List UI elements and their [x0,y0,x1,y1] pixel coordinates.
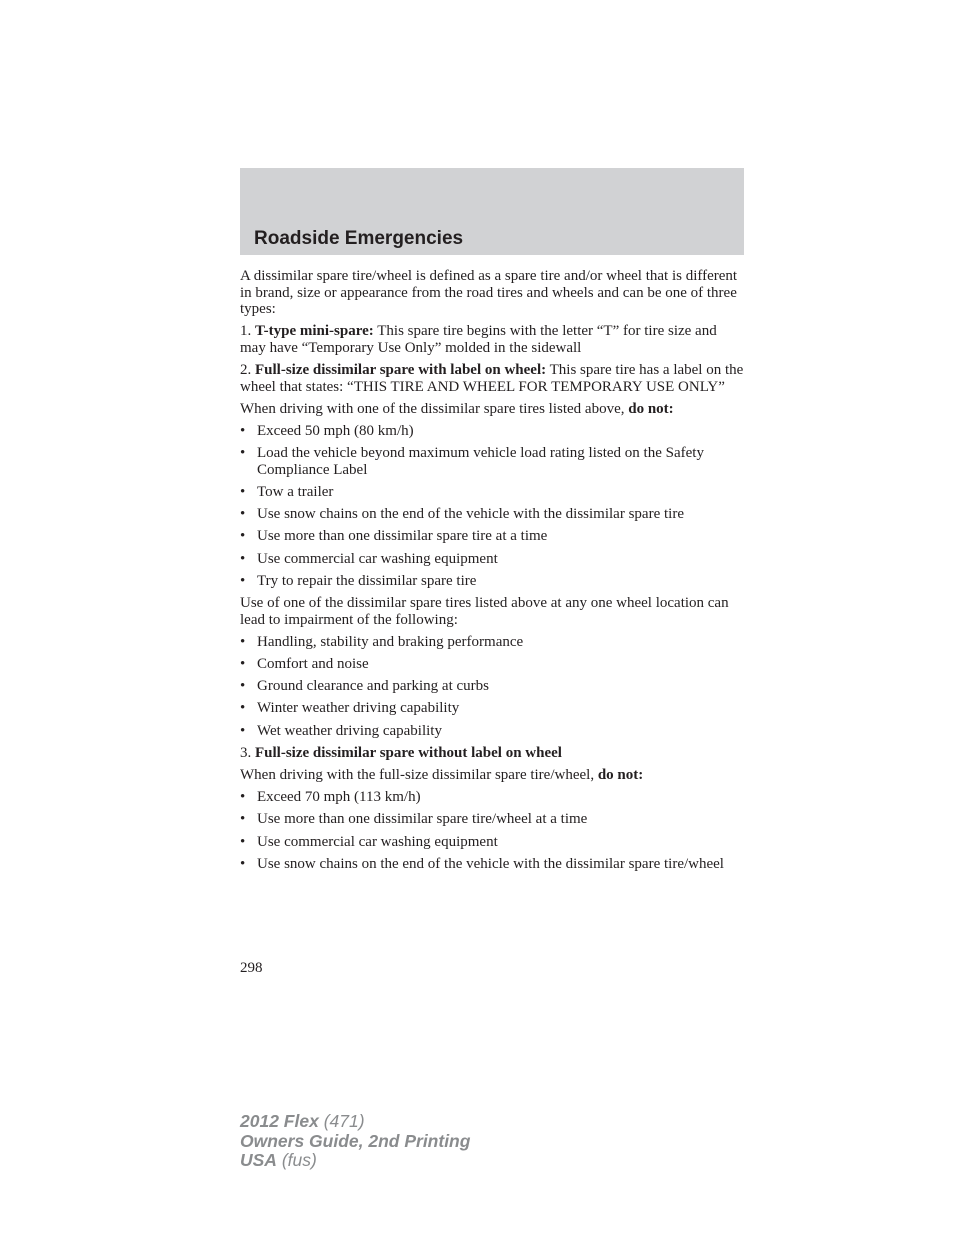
bullet-icon: • [240,550,246,567]
list-item [240,573,744,590]
list-item [240,634,744,651]
impairment-list [240,634,744,739]
type3-label: Full-size dissimilar spare without label on wheel [255,744,562,761]
type1-paragraph [240,323,744,356]
restriction-list-1 [240,423,744,589]
footer-line-2 [240,1132,470,1152]
warning1-paragraph [240,401,744,418]
bullet-icon: • [240,722,246,739]
footer-line-3 [240,1151,470,1171]
list-item [240,506,744,523]
footer-model: 2012 Flex [240,1111,319,1131]
list-item [240,656,744,673]
list-item-text: Tow a trailer [257,484,334,501]
bullet-icon: • [240,633,246,650]
type2-paragraph [240,362,744,395]
list-item-text: Use snow chains on the end of the vehicle with the dissimilar spare tire/wheel [257,855,724,872]
list-item-text: Ground clearance and parking at curbs [257,678,489,695]
list-item-text: Use more than one dissimilar spare tire/wheel at a time [257,811,588,828]
list-item [240,723,744,740]
footer-guide: Owners Guide, 2nd Printing [240,1130,471,1151]
type1-text: This spare tire begins with the letter “T” for tire size and may have “Temporary Use Only” molded in the sidewall [240,323,717,356]
warning1-text: When driving with one of the dissimilar spare tires listed above, [240,400,625,417]
list-item [240,811,744,828]
list-item-text: Wet weather driving capability [257,722,442,739]
restriction-list-2 [240,789,744,872]
list-item-text: Winter weather driving capability [257,700,460,717]
bullet-icon: • [240,506,246,523]
footer-line-1 [240,1112,470,1132]
list-item-text: Exceed 70 mph (113 km/h) [257,789,421,806]
list-item [240,700,744,717]
list-item [240,423,744,440]
list-item [240,551,744,568]
list-item-text: Use commercial car washing equipment [257,550,498,567]
bullet-icon: • [240,855,246,872]
footer-market: USA [240,1150,277,1170]
list-item-text: Load the vehicle beyond maximum vehicle load rating listed on the Safety Compliance Label [257,445,704,478]
bullet-icon: • [240,833,246,850]
page-number: 298 [240,960,263,976]
list-item-text: Exceed 50 mph (80 km/h) [257,423,414,440]
warning2-text: When driving with the full-size dissimilar spare tire/wheel, [240,766,595,783]
list-item [240,678,744,695]
bullet-icon: • [240,445,246,462]
type3-number: 3. [240,744,252,761]
list-item [240,528,744,545]
list-item [240,484,744,501]
footer-market-code: (fus) [281,1150,317,1170]
warning2-paragraph [240,767,744,784]
list-item [240,445,744,478]
page-content [240,268,744,878]
list-item-text: Use more than one dissimilar spare tire at a time [257,528,548,545]
bullet-icon: • [240,528,246,545]
list-item-text: Use snow chains on the end of the vehicle with the dissimilar spare tire [257,506,684,523]
footer-model-code: (471) [323,1111,365,1131]
list-item-text: Try to repair the dissimilar spare tire [257,572,477,589]
document-footer [240,1112,470,1171]
type2-number: 2. [240,362,252,379]
list-item [240,856,744,873]
type2-label: Full-size dissimilar spare with label on wheel: [255,362,547,379]
list-item [240,834,744,851]
bullet-icon: • [240,811,246,828]
type3-paragraph [240,745,744,762]
list-item [240,789,744,806]
bullet-icon: • [240,656,246,672]
bullet-icon: • [240,572,246,589]
type1-number: 1. [240,323,252,340]
bullet-icon: • [240,700,246,717]
list-item-text: Handling, stability and braking performance [257,633,524,650]
bullet-icon: • [240,423,246,440]
warning1-emphasis: do not: [628,400,674,417]
list-item-text: Comfort and noise [257,656,369,672]
bullet-icon: • [240,484,246,501]
warning2-emphasis: do not: [597,766,644,783]
section-title: Roadside Emergencies [254,228,464,249]
type2-text: This spare tire has a label on the wheel that states: “THIS TIRE AND WHEEL FOR TEMPORARY USE ONLY” [240,362,744,395]
intro-paragraph: A dissimilar spare tire/wheel is defined as a spare tire and/or wheel that is different in brand, size or appearance from the road tires and wheels and can be one of three types: [240,268,738,318]
list-item-text: Use commercial car washing equipment [257,833,498,850]
bullet-icon: • [240,789,246,806]
bullet-icon: • [240,678,246,695]
type1-label: T-type mini-spare: [255,323,374,340]
impairment-intro: Use of one of the dissimilar spare tires listed above at any one wheel location can lead to impairment of the following: [240,595,729,628]
